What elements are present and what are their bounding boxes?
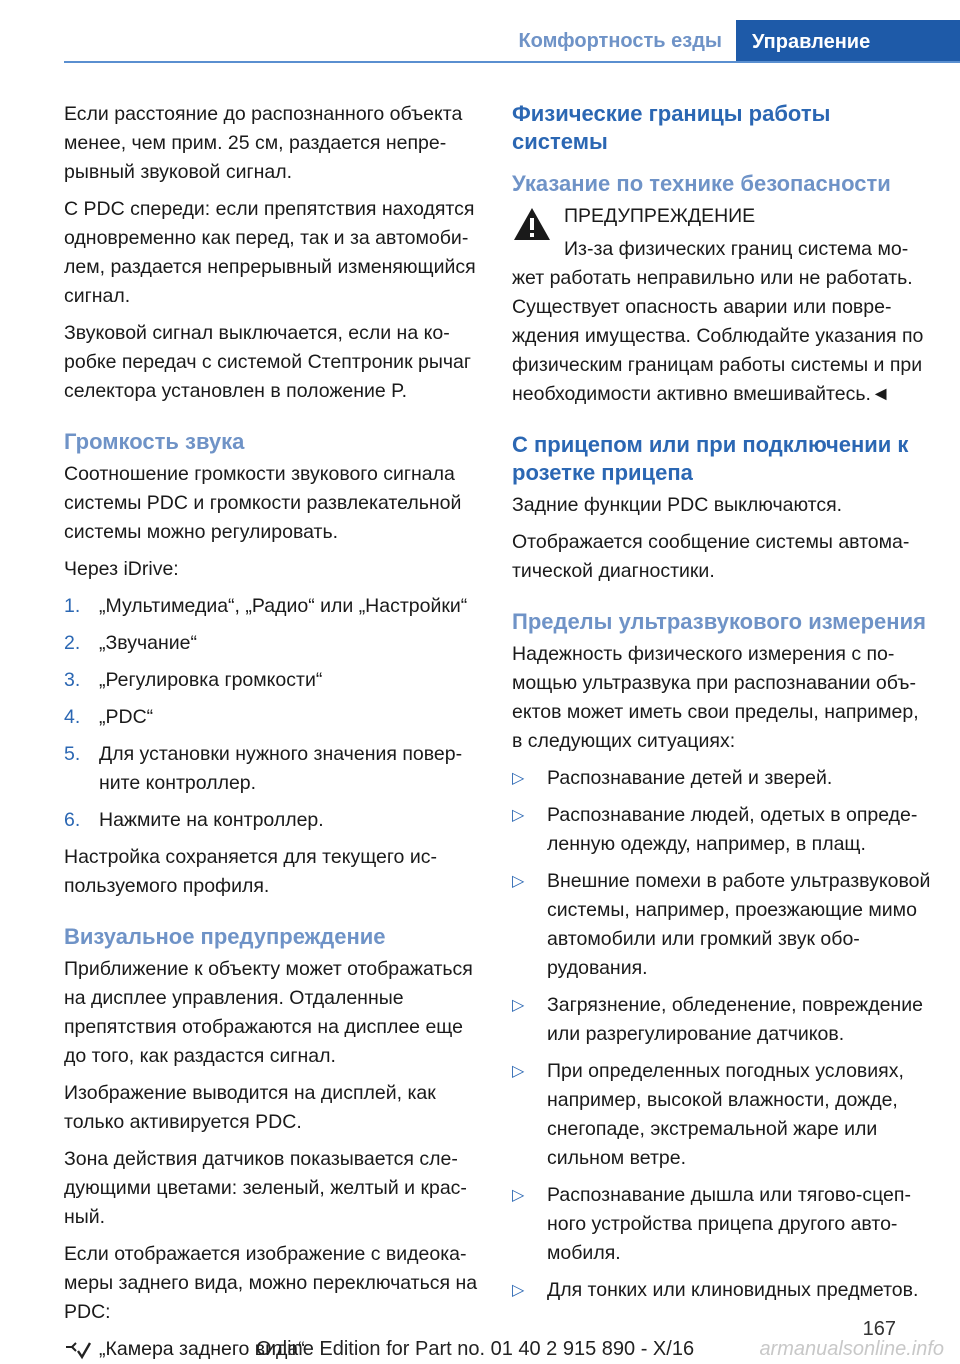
list-item	[64, 740, 482, 798]
page-number: 167	[862, 1318, 896, 1340]
paragraph: Если расстояние до распознанного объекта менее, чем прим. 25 см, раздается непрерывный звуковой сигнал.	[64, 103, 463, 183]
bullet-text: Распознавание детей и зверей.	[547, 767, 833, 789]
bullet-arrow-icon: ▷	[512, 873, 525, 890]
header-section-comfort[interactable]: Комфортность езды	[518, 30, 722, 52]
limits-heading: Физические границы работы системы	[512, 101, 831, 154]
left-column	[64, 100, 482, 1364]
warning-title: ПРЕДУПРЕЖДЕНИЕ	[564, 205, 756, 227]
list-item	[512, 991, 932, 1049]
paragraph: Если отображается изображение с видеокамеры заднего вида, можно переключаться на PDC:	[64, 1243, 478, 1323]
step-number: 6.	[64, 809, 81, 831]
list-item	[512, 1276, 932, 1305]
list-item	[64, 703, 482, 732]
bullet-text: Для тонких или клиновидных предметов.	[547, 1279, 919, 1301]
paragraph: Настройка сохраняется для текущего используемого профиля.	[64, 846, 437, 897]
ultrasound-limits-heading: Пределы ультразвукового измерения	[512, 609, 926, 634]
list-item	[512, 867, 932, 983]
bullet-arrow-icon: ▷	[512, 1063, 525, 1080]
bullet-text: Загрязнение, обледенение, повреждение или разрегулирование датчиков.	[547, 994, 923, 1045]
volume-heading: Громкость звука	[64, 429, 245, 454]
bullet-text: Внешние помехи в работе ультразвуковой системы, например, проезжающие мимо автомобили или громкий звук оборудования.	[547, 870, 931, 979]
step-text: „Звучание“	[99, 632, 197, 654]
warning-text: Из-за физических границ система может работать неправильно или не работать. Существует опасность аварии или повреждения имущества. Соблюдайте указания по физическим границам работы системы и при необходимости активно вмешивайтесь.◄	[512, 238, 924, 405]
paragraph: Звуковой сигнал выключается, если на коробке передач с системой Стептроник рычаг селектора установлен в положение P.	[64, 322, 471, 402]
list-item	[64, 629, 482, 658]
paragraph: Надежность физического измерения с помощью ультразвука при распознавании объектов может иметь свои пределы, например, в следующих ситуациях:	[512, 643, 919, 752]
list-item	[512, 801, 932, 859]
list-item	[512, 1181, 932, 1268]
bullet-text: Распознавание людей, одетых в определенную одежду, например, в плащ.	[547, 804, 918, 855]
list-item	[512, 1057, 932, 1173]
bullet-arrow-icon: ▷	[512, 1282, 525, 1299]
bullet-arrow-icon: ▷	[512, 1187, 525, 1204]
right-column	[512, 100, 932, 1313]
step-number: 5.	[64, 743, 81, 765]
watermark: armanualsonline.info	[759, 1338, 944, 1360]
paragraph: Изображение выводится на дисплей, как только активируется PDC.	[64, 1082, 436, 1133]
step-number: 4.	[64, 706, 81, 728]
step-text: Нажмите на контроллер.	[99, 809, 324, 831]
step-number: 3.	[64, 669, 81, 691]
bullet-arrow-icon: ▷	[512, 770, 525, 787]
header-section-controls[interactable]: Управление	[736, 20, 960, 62]
camera-label: „Камера заднего вида“	[99, 1338, 305, 1360]
bullet-arrow-icon: ▷	[512, 807, 525, 824]
step-number: 1.	[64, 595, 81, 617]
edition-note: Online Edition for Part no. 01 40 2 915 890 - X/16	[256, 1338, 695, 1360]
header-rule	[64, 61, 960, 63]
safety-heading: Указание по технике безопасности	[512, 171, 891, 196]
bullet-text: При определенных погодных условиях, например, высокой влажности, дожде, снегопаде, экстремальной жаре или сильном ветре.	[547, 1060, 904, 1169]
step-text: „Мультимедиа“, „Радио“ или „Настройки“	[99, 595, 468, 617]
paragraph: С PDC спереди: если препятствия находятся одновременно как перед, так и за автомобилем, раздается непрерывный изменяющийся сигнал.	[64, 198, 476, 307]
visual-warning-heading: Визуальное предупреждение	[64, 924, 386, 949]
paragraph: Соотношение громкости звукового сигнала системы PDC и громкости развлекательной системы можно регулировать.	[64, 463, 462, 543]
step-text: Для установки нужного значения поверните контроллер.	[99, 743, 463, 794]
list-item	[512, 764, 932, 793]
paragraph: Через iDrive:	[64, 558, 179, 580]
step-number: 2.	[64, 632, 81, 654]
paragraph: Отображается сообщение системы автоматической диагностики.	[512, 531, 910, 582]
idrive-steps-list	[64, 592, 482, 835]
page-header	[0, 0, 960, 62]
list-item	[64, 666, 482, 695]
bullet-arrow-icon: ▷	[512, 997, 525, 1014]
step-text: „Регулировка громкости“	[99, 669, 323, 691]
paragraph: Зона действия датчиков показывается следующими цветами: зеленый, желтый и красный.	[64, 1148, 467, 1228]
page-footer	[0, 1318, 960, 1362]
bullet-text: Распознавание дышла или тягово-сцепного устройства прицепа другого автомобиля.	[547, 1184, 911, 1264]
step-text: „PDC“	[99, 706, 154, 728]
warning-triangle-icon	[512, 206, 552, 242]
warning-block	[512, 202, 932, 409]
paragraph: Задние функции PDC выключаются.	[512, 494, 843, 516]
paragraph: Приближение к объекту может отображаться на дисплее управления. Отдаленные препятствия отображаются на дисплее еще до того, как раздастся сигнал.	[64, 958, 473, 1067]
list-item	[64, 592, 482, 621]
trailer-heading: С прицепом или при подключении к розетке прицепа	[512, 432, 909, 485]
limitations-list	[512, 764, 932, 1305]
list-item	[64, 806, 482, 835]
